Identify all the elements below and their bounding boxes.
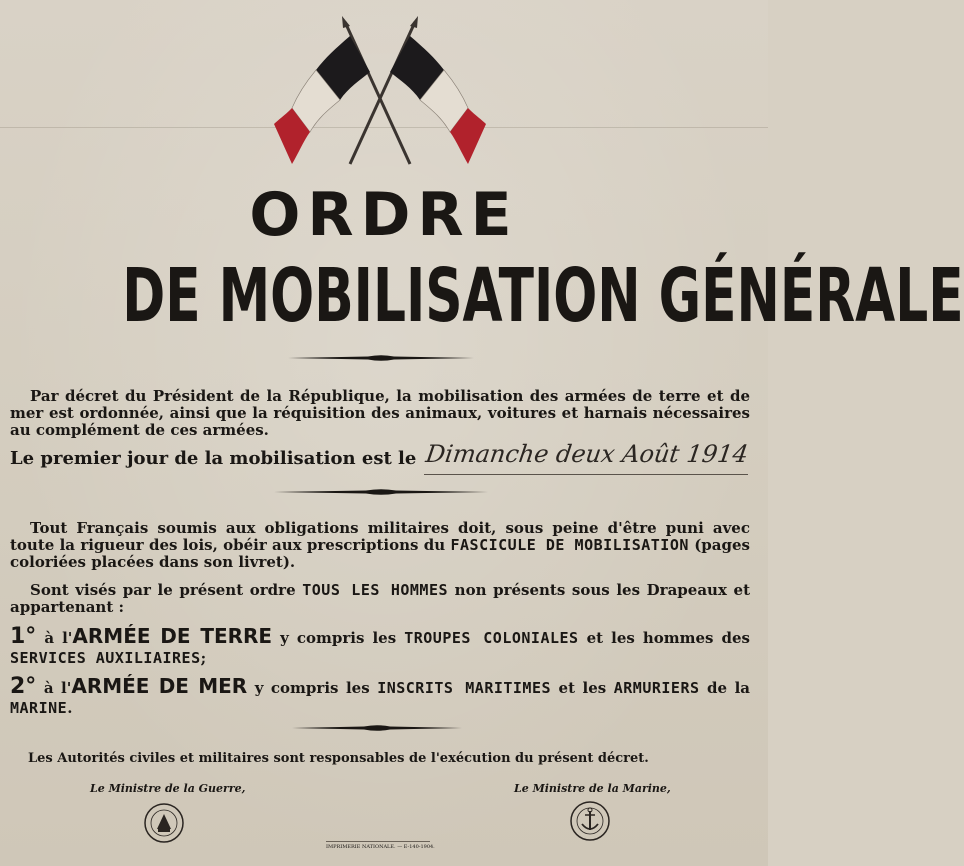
army-land-item: 1° à l'ARMÉE DE TERRE y compris les TROUPES COLONIALES et les hommes des SERVICES AUXILIAIRES; [10, 624, 750, 667]
crossed-french-flags-icon [270, 14, 490, 172]
ornament-divider [274, 488, 488, 496]
obligations-paragraph: Tout Français soumis aux obligations militaires doit, sous peine d'être puni avec toute la rigueur des lois, obéir aux prescriptions du FASCICULE DE MOBILISATION (pages coloriées placées dans son livret). [10, 519, 750, 571]
first-day-label: Le premier jour de la mobilisation est le [10, 448, 417, 469]
handwritten-date: Dimanche deux Août 1914 [424, 440, 750, 468]
closing-statement: Les Autorités civiles et militaires sont responsables de l'exécution du présent décret. [28, 751, 649, 766]
signature-navy-minister: Le Ministre de la Marine, [514, 782, 671, 795]
date-underline [424, 474, 748, 475]
concerned-men-paragraph: Sont visés par le présent ordre TOUS LES HOMMES non présents sous les Drapeaux et appartenant : [10, 581, 751, 616]
war-ministry-seal-icon [143, 802, 185, 844]
navy-ministry-seal-icon [569, 800, 611, 842]
signature-war-minister: Le Ministre de la Guerre, [90, 782, 246, 795]
decree-paragraph: Par décret du Président de la République, la mobilisation des armées de terre et de mer est ordonnée, ainsi que la réquisition des animaux, voitures et harnais nécessaires au complément de ces armées. [10, 387, 750, 439]
title-ordre: ORDRE [249, 180, 519, 250]
title-mobilisation-generale: DE MOBILISATION GÉNÉRALE [122, 253, 964, 339]
ornament-divider [288, 354, 474, 362]
army-sea-item: 2° à l'ARMÉE DE MER y compris les INSCRITS MARITIMES et les ARMURIERS de la MARINE. [10, 674, 750, 717]
ornament-divider [292, 724, 462, 732]
printer-imprint: IMPRIMERIE NATIONALE. — E-140-1904. [326, 841, 430, 850]
